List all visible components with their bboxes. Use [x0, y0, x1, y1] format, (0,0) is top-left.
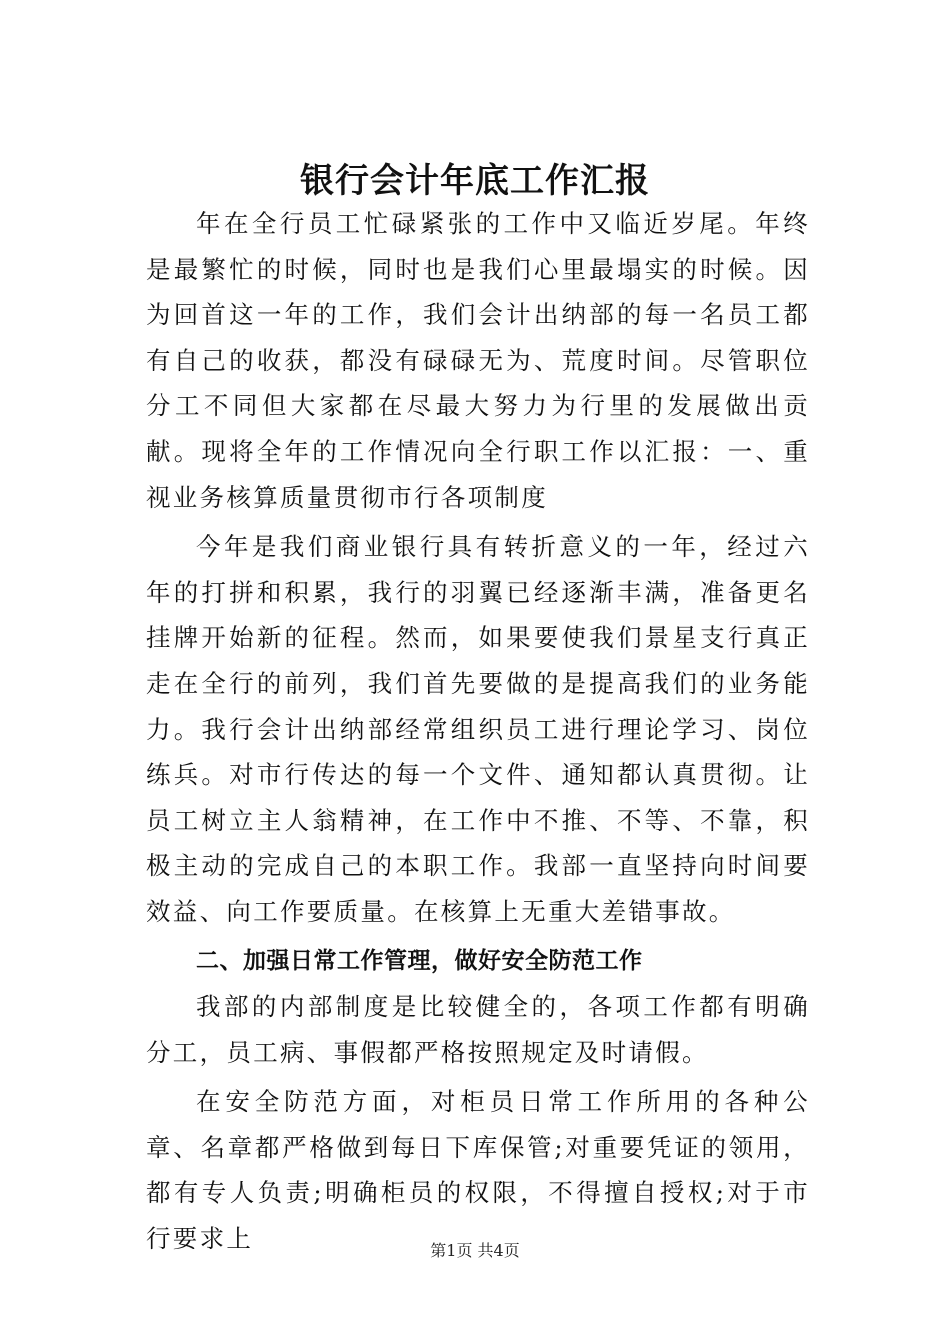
paragraph-internal-rules: 我部的内部制度是比较健全的，各项工作都有明确分工，员工病、事假都严格按照规定及时请假。 — [146, 992, 810, 1067]
paragraph-business-quality: 今年是我们商业银行具有转折意义的一年，经过六年的打拼和积累，我行的羽翼已经逐渐丰满，准备更名挂牌开始新的征程。然而，如果要使我们景星支行真正走在全行的前列，我们首先要做的是提高我们的业务能力。我行会计出纳部经常组织员工进行理论学习、岗位练兵。对市行传达的每一个文件、通知都认真贯彻。让员工树立主人翁精神，在工作中不推、不等、不靠，积极主动的完成自己的本职工作。我部一直坚持向时间要效益、向工作要质量。在核算上无重大差错事故。 — [146, 532, 810, 926]
page-footer: 第1页 共4页 — [430, 1241, 520, 1260]
document-body — [146, 201, 810, 1262]
paragraph-intro: 年在全行员工忙碌紧张的工作中又临近岁尾。年终是最繁忙的时候，同时也是我们心里最塌实的时候。因为回首这一年的工作，我们会计出纳部的每一名员工都有自己的收获，都没有碌碌无为、荒度时间。尽管职位分工不同但大家都在尽最大努力为行里的发展做出贡献。现将全年的工作情况向全行职工作以汇报：一、重视业务核算质量贯彻市行各项制度 — [146, 209, 810, 512]
document-title: 银行会计年底工作汇报 — [300, 160, 650, 201]
paragraph-security: 在安全防范方面，对柜员日常工作所用的各种公章、名章都严格做到每日下库保管;对重要凭证的领用，都有专人负责;明确柜员的权限，不得擅自授权;对于市行要求上 — [146, 1087, 810, 1254]
section-heading: 二、加强日常工作管理，做好安全防范工作 — [196, 947, 643, 974]
